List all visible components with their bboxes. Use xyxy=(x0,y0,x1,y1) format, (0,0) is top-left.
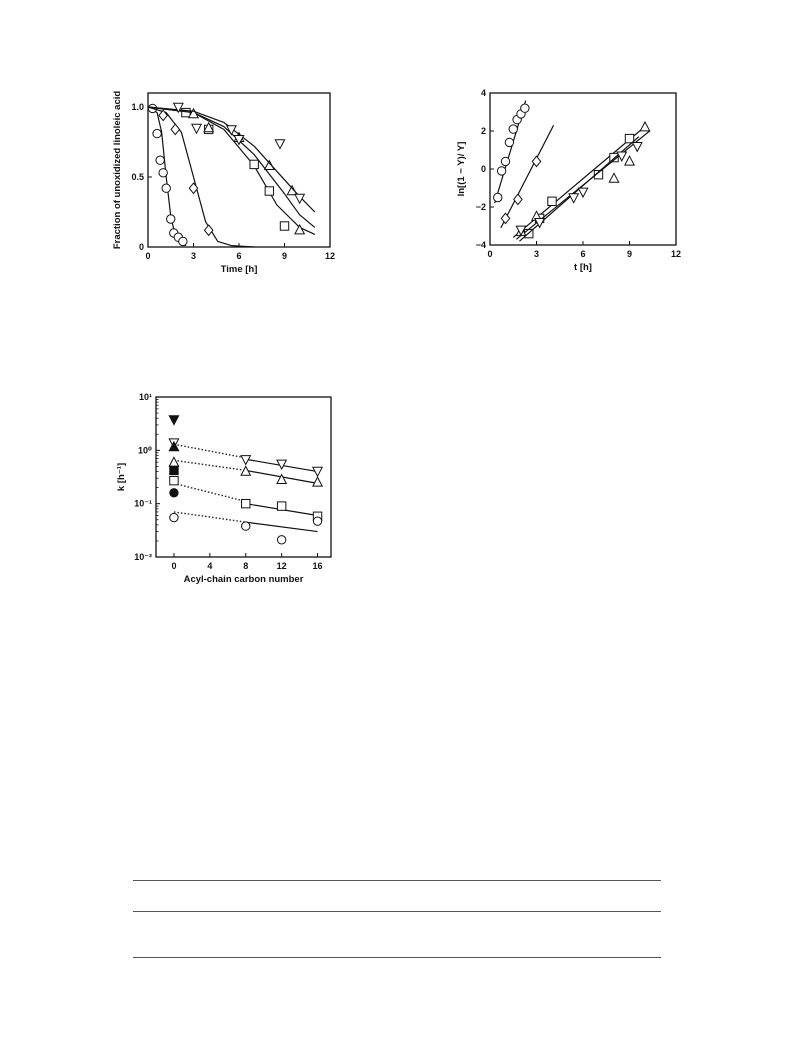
marker-triangle-up xyxy=(287,186,296,195)
table-rule-middle xyxy=(133,911,661,912)
marker-circle xyxy=(509,125,517,133)
x-tick-label: 12 xyxy=(276,561,287,571)
x-tick-label: 0 xyxy=(171,561,177,571)
marker-diamond xyxy=(501,213,509,223)
y-tick-label: 10⁰ xyxy=(138,445,152,456)
y-axis-label: k [h⁻¹] xyxy=(116,462,127,492)
series-triangle-down xyxy=(148,103,315,212)
y-tick-label: 1.0 xyxy=(131,102,144,112)
x-axis-label: t [h] xyxy=(574,262,592,273)
marker-diamond xyxy=(514,194,522,204)
x-tick-label: 9 xyxy=(281,251,288,261)
x-tick-label: 9 xyxy=(626,249,633,259)
marker-square xyxy=(265,187,273,195)
marker-circle xyxy=(159,169,167,177)
marker-triangle-down xyxy=(633,143,642,152)
marker-triangle-up xyxy=(169,457,178,466)
x-tick-label: 16 xyxy=(312,561,323,571)
y-axis-label: Fraction of unoxidized linoleic acid xyxy=(112,90,123,250)
marker-circle xyxy=(494,193,502,201)
marker-circle xyxy=(521,104,529,112)
x-tick-label: 3 xyxy=(533,249,540,259)
series-circle xyxy=(170,512,322,544)
marker-triangle-down xyxy=(169,416,178,425)
x-tick-label: 0 xyxy=(145,251,151,261)
marker-diamond xyxy=(159,110,167,120)
marker-triangle-up xyxy=(640,122,649,131)
marker-circle xyxy=(170,513,178,521)
marker-triangle-down xyxy=(313,467,322,476)
marker-triangle-up xyxy=(265,161,274,170)
plot-frame xyxy=(156,397,331,557)
marker-triangle-up xyxy=(609,173,618,182)
marker-square xyxy=(548,197,556,205)
series-circle-filled xyxy=(170,489,178,497)
series-triangle-down xyxy=(516,137,642,242)
marker-triangle-down xyxy=(569,194,578,203)
marker-square xyxy=(170,466,178,474)
chart-ln-vs-t xyxy=(450,85,685,290)
marker-circle xyxy=(505,138,513,146)
marker-circle xyxy=(167,215,175,223)
marker-circle xyxy=(242,522,250,530)
marker-circle xyxy=(156,156,164,164)
marker-circle xyxy=(162,184,170,192)
marker-square xyxy=(280,222,288,230)
extrapolation-line xyxy=(174,483,246,501)
marker-triangle-down xyxy=(578,188,587,197)
marker-triangle-up xyxy=(313,477,322,486)
marker-circle xyxy=(153,129,161,137)
x-tick-label: 0 xyxy=(487,249,493,259)
marker-triangle-down xyxy=(295,194,304,203)
marker-square xyxy=(170,476,178,484)
x-tick-label: 3 xyxy=(190,251,197,261)
chart-rate-constant-vs-carbon-number xyxy=(110,385,340,600)
series-circle xyxy=(148,104,187,245)
marker-triangle-down xyxy=(192,124,201,133)
table-rule-top xyxy=(133,880,661,881)
marker-circle xyxy=(497,167,505,175)
chart-fraction-vs-time xyxy=(110,85,340,290)
x-axis-label: Time [h] xyxy=(220,264,258,275)
y-axis-label: ln[(1 − Y)/ Y] xyxy=(456,141,467,197)
y-tick-label: 0.5 xyxy=(131,172,144,182)
x-tick-label: 12 xyxy=(324,251,336,261)
y-tick-label: 4 xyxy=(480,88,486,98)
plot-frame xyxy=(148,93,330,247)
y-tick-label: −2 xyxy=(475,202,486,212)
series-square-filled xyxy=(170,466,178,474)
fit-line xyxy=(513,129,642,237)
y-tick-label: −4 xyxy=(475,240,486,250)
marker-square xyxy=(250,160,258,168)
fit-line xyxy=(148,107,315,227)
marker-circle xyxy=(170,489,178,497)
y-tick-label: 0 xyxy=(138,242,144,252)
extrapolation-line xyxy=(174,444,246,458)
series-triangle-up-filled xyxy=(169,442,178,451)
x-axis-label: Acyl-chain carbon number xyxy=(183,574,304,585)
marker-diamond xyxy=(189,183,197,193)
marker-circle xyxy=(501,157,509,165)
marker-circle xyxy=(277,536,285,544)
marker-square xyxy=(277,502,285,510)
y-tick-label: 0 xyxy=(480,164,486,174)
y-tick-label: 10⁻¹ xyxy=(134,498,152,509)
table-rule-bottom xyxy=(133,957,661,958)
fit-line xyxy=(148,107,186,246)
extrapolation-line xyxy=(174,460,246,470)
marker-diamond xyxy=(204,225,212,235)
y-tick-label: 2 xyxy=(480,126,486,136)
x-tick-label: 6 xyxy=(236,251,242,261)
y-tick-label: 10¹ xyxy=(138,392,152,402)
x-tick-label: 4 xyxy=(207,561,213,571)
marker-diamond xyxy=(171,124,179,134)
marker-circle xyxy=(313,517,321,525)
fit-line xyxy=(148,107,315,212)
series-circle xyxy=(494,101,530,204)
x-tick-label: 6 xyxy=(580,249,586,259)
fit-line xyxy=(246,522,318,531)
marker-circle xyxy=(179,237,187,245)
marker-triangle-up xyxy=(169,442,178,451)
marker-square xyxy=(242,499,250,507)
x-tick-label: 8 xyxy=(243,561,249,571)
marker-triangle-up xyxy=(625,156,634,165)
extrapolation-line xyxy=(174,512,246,522)
series-triangle-down-filled xyxy=(169,416,178,425)
marker-triangle-down xyxy=(275,140,284,149)
x-tick-label: 12 xyxy=(670,249,682,259)
series-square xyxy=(513,129,642,238)
y-tick-label: 10⁻² xyxy=(134,552,152,562)
